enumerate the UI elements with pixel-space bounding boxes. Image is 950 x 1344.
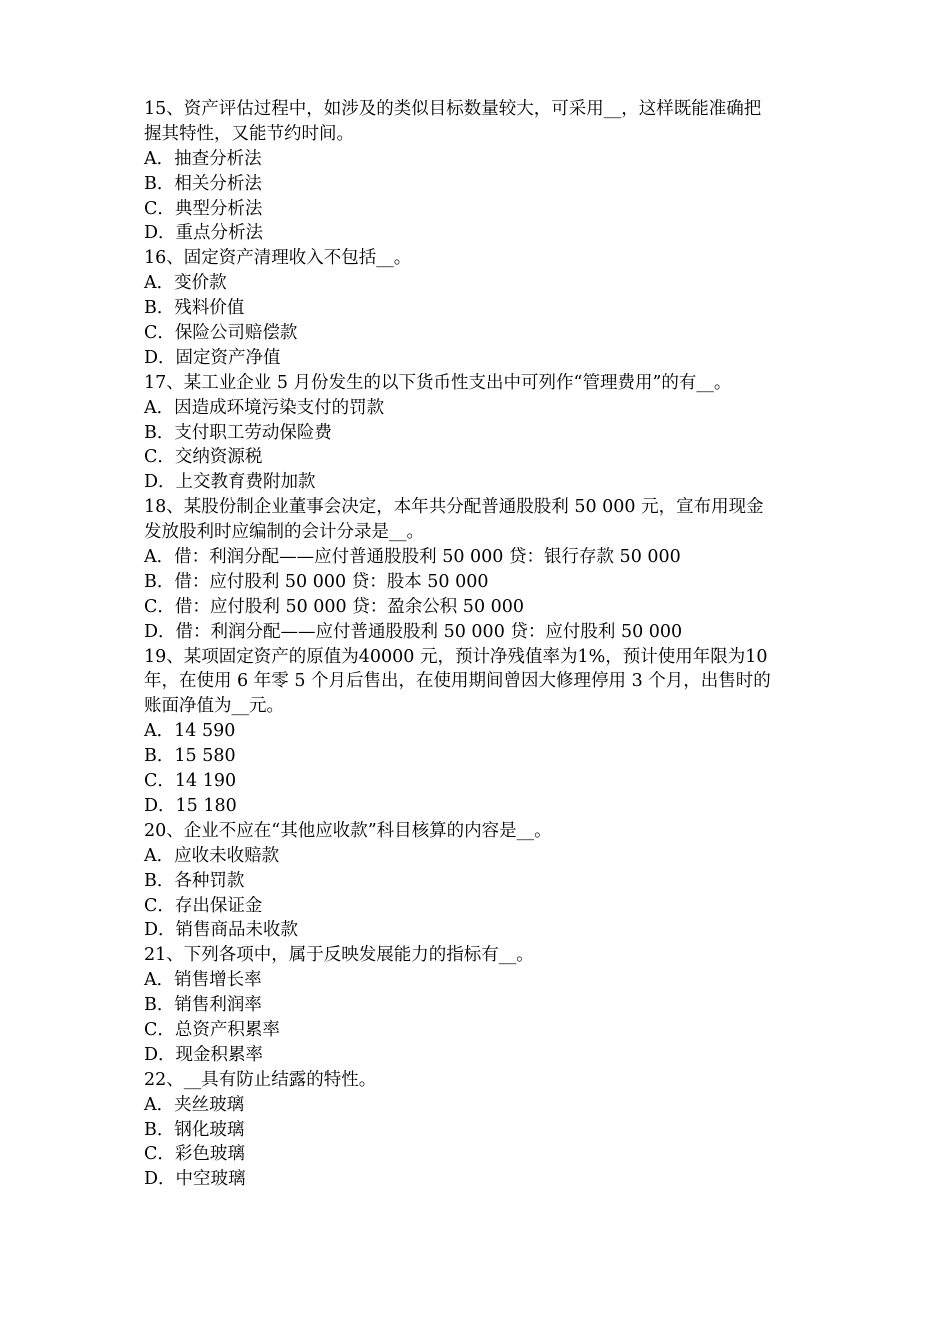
question-18	[144, 495, 812, 644]
question-19	[144, 645, 812, 819]
option-d: D．上交教育费附加款	[144, 472, 316, 493]
question-17	[144, 371, 812, 495]
option-a: A．变价款	[144, 273, 227, 294]
option-a: A．14 590	[144, 721, 236, 742]
option-c: C．存出保证金	[144, 895, 263, 916]
option-a: A．夹丝玻璃	[144, 1094, 245, 1115]
question-text: 18、某股份制企业董事会决定，本年共分配普通股股利 50 000 元，宣布用现金	[144, 497, 764, 518]
question-text: 15、资产评估过程中，如涉及的类似目标数量较大，可采用__，这样既能准确把	[144, 99, 762, 119]
option-b: B．各种罚款	[144, 870, 245, 891]
option-c: C．保险公司赔偿款	[144, 323, 298, 344]
option-a: A．借：利润分配——应付普通股股利 50 000 贷：银行存款 50 000	[144, 547, 681, 568]
option-b: B．支付职工劳动保险费	[144, 422, 332, 443]
question-16	[144, 246, 812, 370]
option-d: D．中空玻璃	[144, 1169, 246, 1190]
option-d: D．现金积累率	[144, 1044, 264, 1065]
option-d: D．借：利润分配——应付普通股股利 50 000 贷：应付股利 50 000	[144, 621, 683, 642]
question-list	[144, 97, 812, 1192]
question-text: 22、__具有防止结露的特性。	[144, 1069, 377, 1090]
question-text: 19、某项固定资产的原值为40000 元，预计净残值率为1%，预计使用年限为10	[144, 646, 768, 667]
option-c: C．交纳资源税	[144, 447, 263, 468]
option-a: A．销售增长率	[144, 970, 262, 991]
option-c: C．彩色玻璃	[144, 1144, 245, 1165]
question-text: 握其特性，又能节约时间。	[144, 123, 354, 144]
question-text: 21、下列各项中，属于反映发展能力的指标有__。	[144, 945, 534, 966]
question-15	[144, 97, 812, 246]
question-text: 发放股利时应编制的会计分录是__。	[144, 522, 424, 543]
question-20	[144, 819, 812, 943]
option-a: A．抽查分析法	[144, 148, 262, 169]
option-d: D．销售商品未收款	[144, 920, 299, 941]
question-text: 16、固定资产清理收入不包括__。	[144, 248, 412, 269]
question-text: 17、某工业企业 5 月份发生的以下货币性支出中可列作“管理费用”的有__。	[144, 372, 732, 393]
option-b: B．借：应付股利 50 000 贷：股本 50 000	[144, 571, 489, 592]
option-c: C．典型分析法	[144, 198, 263, 219]
option-c: C．14 190	[144, 771, 237, 792]
option-d: D．15 180	[144, 795, 237, 816]
option-b: B．钢化玻璃	[144, 1119, 245, 1140]
option-b: B．残料价值	[144, 298, 245, 319]
option-b: B．15 580	[144, 746, 236, 767]
question-text: 20、企业不应在“其他应收款”科目核算的内容是__。	[144, 820, 552, 841]
option-b: B．相关分析法	[144, 173, 262, 194]
option-c: C．总资产积累率	[144, 1019, 280, 1040]
option-d: D．重点分析法	[144, 223, 264, 244]
option-b: B．销售利润率	[144, 995, 262, 1016]
question-text: 年，在使用 6 年零 5 个月后售出，在使用期间曾因大修理停用 3 个月，出售时的	[144, 671, 771, 692]
question-21	[144, 943, 812, 1067]
option-c: C．借：应付股利 50 000 贷：盈余公积 50 000	[144, 596, 525, 617]
option-a: A．应收未收赔款	[144, 845, 280, 866]
question-22	[144, 1068, 812, 1192]
question-text: 账面净值为__元。	[144, 696, 284, 717]
option-a: A．因造成环境污染支付的罚款	[144, 397, 385, 418]
option-d: D．固定资产净值	[144, 347, 281, 368]
